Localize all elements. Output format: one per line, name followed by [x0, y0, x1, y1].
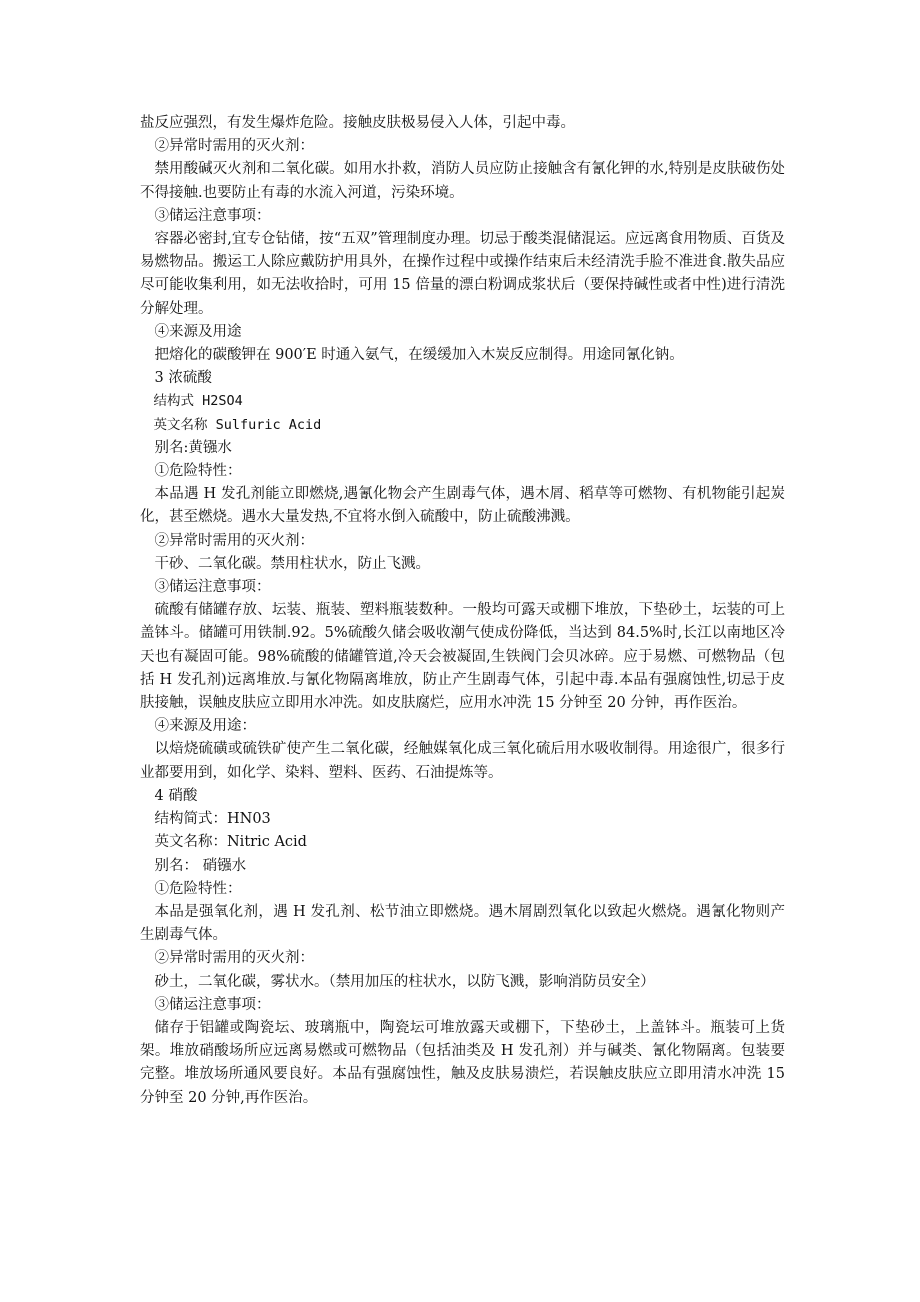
paragraph: 结构式 H2SO4	[153, 393, 243, 410]
paragraph: 别名:黄镪水	[154, 439, 232, 456]
paragraph: ③储运注意事项：	[154, 207, 271, 224]
paragraph: 容器必密封,宜专仓钻储，按“五双”管理制度办理。切忌于酸类混储混运。应远离食用物质、百货及易燃物品。搬运工人除应戴防护用具外，在操作过程中或操作结束后未经清洗手脸不准进食.散失品应尽可能收集利用，如无法收拾时，可用 15 倍量的漂白粉调成浆状后（要保持碱性或者中性)进行清洗分解处理。	[140, 231, 785, 317]
paragraph: 以焙烧硫磺或硫铁矿使产生二氧化碳，经触媒氧化成三氧化硫后用水吸收制得。用途很广，很多行业都要用到，如化学、染料、塑料、医药、石油提炼等。	[140, 741, 785, 781]
paragraph: ②异常时需用的灭火剂：	[154, 532, 314, 549]
paragraph: 禁用酸碱灭火剂和二氧化碳。如用水扑救，消防人员应防止接触含有氰化钾的水,特别是皮肤破伤处不得接触.也要防止有毒的水流入河道，污染环境。	[140, 161, 785, 201]
paragraph: 把熔化的碳酸钾在 900′E 时通入氨气，在缓缓加入木炭反应制得。用途同氰化钠。	[154, 347, 684, 364]
paragraph: ③储运注意事项：	[154, 579, 271, 596]
paragraph: 本品是强氧化剂，遇 H 发孔剂、松节油立即燃烧。遇木屑剧烈氧化以致起火燃烧。遇氰化物则产生剧毒气体。	[140, 903, 785, 944]
paragraph: 储存于铝罐或陶瓷坛、玻璃瓶中，陶瓷坛可堆放露天或棚下，下垫砂土，上盖钵斗。瓶装可上货架。堆放硝酸场所应远离易燃或可燃物品（包括油类及 H 发孔剂）并与碱类、氰化物隔离。包装要完整。堆放场所通风要良好。本品有强腐蚀性，触及皮肤易溃烂，若误触皮肤应立即用清水冲洗 15 分钟至 20 分钟,再作医治。	[140, 1019, 790, 1106]
paragraph: 盐反应强烈，有发生爆炸危险。接触皮肤极易侵入人体，引起中毒。	[140, 115, 575, 131]
paragraph: 砂土，二氧化碳，雾状水。（禁用加压的柱状水，以防飞溅，影响消防员安全）	[154, 973, 655, 990]
paragraph: 英文名称：Nitric Acid	[154, 834, 307, 851]
paragraph: ①危险特性：	[154, 880, 242, 897]
paragraph: ④来源及用途	[154, 323, 242, 340]
paragraph: 英文名称 Sulfuric Acid	[153, 416, 322, 433]
paragraph: ④来源及用途：	[154, 718, 256, 735]
paragraph: 本品遇 H 发孔剂能立即燃烧,遇氰化物会产生剧毒气体，遇木屑、稻草等可燃物、有机物能引起炭化，甚至燃烧。遇水大量发热,不宜将水倒入硫酸中，防止硫酸沸溅。	[140, 486, 785, 526]
paragraph: 干砂、二氧化碳。禁用柱状水，防止飞溅。	[154, 555, 430, 572]
paragraph: 别名： 硝镪水	[154, 857, 247, 874]
paragraph: ①危险特性：	[154, 463, 242, 480]
paragraph: ③储运注意事项：	[154, 996, 271, 1013]
paragraph: ②异常时需用的灭火剂：	[154, 950, 314, 967]
paragraph: 3 浓硫酸	[154, 370, 212, 387]
paragraph: ②异常时需用的灭火剂：	[154, 138, 314, 155]
document-body	[140, 112, 790, 1110]
paragraph: 4 硝酸	[154, 787, 198, 804]
paragraph: 硫酸有储罐存放、坛装、瓶装、塑料瓶装数种。一般均可露天或棚下堆放，下垫砂土，坛装的可上盖钵斗。储罐可用铁制.92。5%硫酸久储会吸收潮气使成份降低，当达到 84.5%时,长江以南地区冷天也有凝固可能。98%硫酸的储罐管道,冷天会被凝固,生铁阀门会贝冰碎。应于易燃、可燃物品（包括 H 发孔剂)远离堆放.与氰化物隔离堆放，防止产生剧毒气体，引起中毒.本品有强腐蚀性,切忌于皮肤接触，误触皮肤应立即用水冲洗。如皮肤腐烂，应用水冲洗 15 分钟至 20 分钟，再作医治。	[140, 602, 785, 712]
paragraph: 结构简式：HN03	[154, 811, 271, 828]
